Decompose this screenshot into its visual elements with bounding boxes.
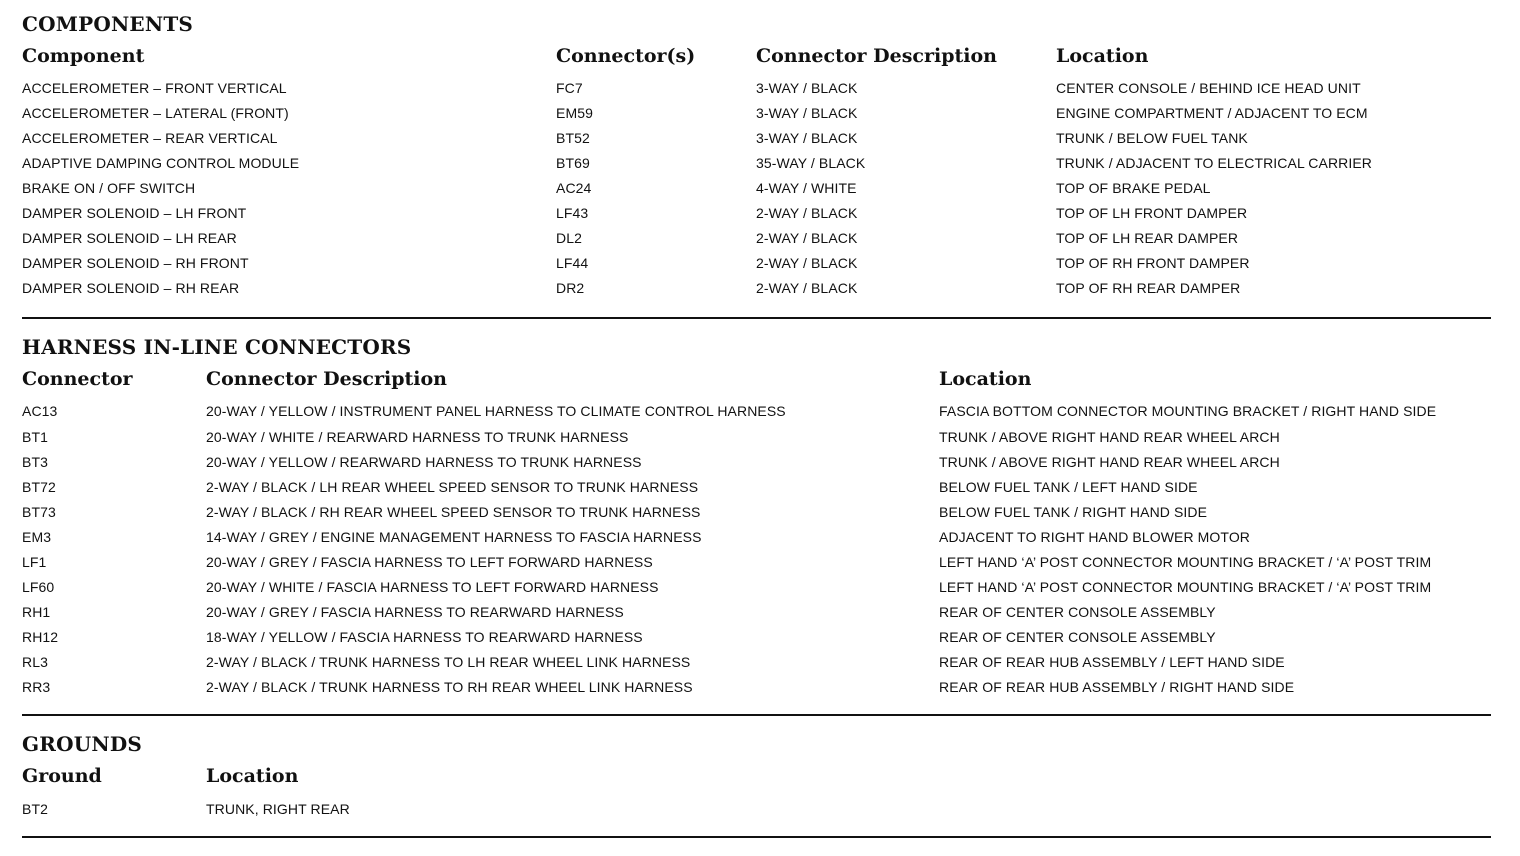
component-connector: BT69 <box>556 155 590 171</box>
component-connector: FC7 <box>556 80 583 96</box>
table-row <box>22 604 1491 629</box>
harness-location: REAR OF REAR HUB ASSEMBLY / RIGHT HAND SIDE <box>939 679 1295 695</box>
component-name: ACCELEROMETER – FRONT VERTICAL <box>22 80 287 96</box>
harness-connector: LF1 <box>22 554 47 570</box>
table-row <box>22 230 1491 255</box>
components-header-connectors: Connector(s) <box>556 45 696 67</box>
table-row <box>22 155 1491 180</box>
component-connector: DR2 <box>556 280 585 296</box>
component-name: ACCELEROMETER – REAR VERTICAL <box>22 130 278 146</box>
harness-location: BELOW FUEL TANK / LEFT HAND SIDE <box>939 479 1198 495</box>
harness-header-connector: Connector <box>22 368 133 390</box>
harness-title: HARNESS IN-LINE CONNECTORS <box>22 335 412 359</box>
component-location: TRUNK / ADJACENT TO ELECTRICAL CARRIER <box>1056 155 1373 171</box>
table-row <box>22 255 1491 280</box>
harness-location: REAR OF CENTER CONSOLE ASSEMBLY <box>939 604 1216 620</box>
harness-description: 2-WAY / BLACK / RH REAR WHEEL SPEED SENSOR TO TRUNK HARNESS <box>206 504 701 520</box>
harness-header-description: Connector Description <box>206 368 447 390</box>
harness-location: REAR OF CENTER CONSOLE ASSEMBLY <box>939 629 1216 645</box>
harness-connector: BT1 <box>22 429 48 445</box>
harness-description: 20-WAY / YELLOW / REARWARD HARNESS TO TRUNK HARNESS <box>206 454 642 470</box>
table-row <box>22 105 1491 130</box>
component-name: BRAKE ON / OFF SWITCH <box>22 180 196 196</box>
section-divider <box>22 714 1491 716</box>
table-row <box>22 403 1491 428</box>
section-divider <box>22 317 1491 319</box>
component-description: 2-WAY / BLACK <box>756 205 858 221</box>
component-location: TOP OF BRAKE PEDAL <box>1056 180 1211 196</box>
table-row <box>22 629 1491 654</box>
component-location: ENGINE COMPARTMENT / ADJACENT TO ECM <box>1056 105 1368 121</box>
components-title: COMPONENTS <box>22 12 194 36</box>
table-row <box>22 654 1491 679</box>
harness-description: 20-WAY / GREY / FASCIA HARNESS TO REARWARD HARNESS <box>206 604 624 620</box>
harness-header-location: Location <box>939 368 1032 390</box>
table-row <box>22 554 1491 579</box>
component-connector: EM59 <box>556 105 593 121</box>
component-description: 3-WAY / BLACK <box>756 130 858 146</box>
component-location: TOP OF LH FRONT DAMPER <box>1056 205 1248 221</box>
harness-connector: AC13 <box>22 403 58 419</box>
component-name: DAMPER SOLENOID – RH FRONT <box>22 255 249 271</box>
harness-description: 14-WAY / GREY / ENGINE MANAGEMENT HARNESS TO FASCIA HARNESS <box>206 529 702 545</box>
components-header-description: Connector Description <box>756 45 997 67</box>
harness-location: FASCIA BOTTOM CONNECTOR MOUNTING BRACKET / RIGHT HAND SIDE <box>939 403 1437 419</box>
harness-connector: EM3 <box>22 529 52 545</box>
harness-description: 20-WAY / GREY / FASCIA HARNESS TO LEFT FORWARD HARNESS <box>206 554 653 570</box>
component-connector: DL2 <box>556 230 582 246</box>
harness-location: TRUNK / ABOVE RIGHT HAND REAR WHEEL ARCH <box>939 429 1280 445</box>
component-description: 2-WAY / BLACK <box>756 280 858 296</box>
component-location: TOP OF RH REAR DAMPER <box>1056 280 1241 296</box>
table-row <box>22 80 1491 105</box>
harness-description: 20-WAY / YELLOW / INSTRUMENT PANEL HARNESS TO CLIMATE CONTROL HARNESS <box>206 403 786 419</box>
section-divider <box>22 836 1491 838</box>
table-row <box>22 280 1491 305</box>
harness-connector: RH12 <box>22 629 59 645</box>
component-description: 2-WAY / BLACK <box>756 230 858 246</box>
component-description: 4-WAY / WHITE <box>756 180 857 196</box>
harness-connector: RL3 <box>22 654 48 670</box>
harness-description: 2-WAY / BLACK / TRUNK HARNESS TO LH REAR WHEEL LINK HARNESS <box>206 654 691 670</box>
table-row <box>22 130 1491 155</box>
harness-connector: BT3 <box>22 454 48 470</box>
harness-location: LEFT HAND ‘A’ POST CONNECTOR MOUNTING BRACKET / ‘A’ POST TRIM <box>939 579 1432 595</box>
harness-description: 20-WAY / WHITE / FASCIA HARNESS TO LEFT FORWARD HARNESS <box>206 579 659 595</box>
harness-connector: RR3 <box>22 679 51 695</box>
grounds-header-location: Location <box>206 765 299 787</box>
component-connector: LF44 <box>556 255 589 271</box>
harness-location: REAR OF REAR HUB ASSEMBLY / LEFT HAND SIDE <box>939 654 1285 670</box>
component-location: TOP OF RH FRONT DAMPER <box>1056 255 1250 271</box>
table-row <box>22 429 1491 454</box>
grounds-header-ground: Ground <box>22 765 102 787</box>
ground-id: BT2 <box>22 801 48 817</box>
grounds-title: GROUNDS <box>22 732 143 756</box>
table-row <box>22 504 1491 529</box>
harness-description: 2-WAY / BLACK / TRUNK HARNESS TO RH REAR WHEEL LINK HARNESS <box>206 679 693 695</box>
component-name: DAMPER SOLENOID – RH REAR <box>22 280 240 296</box>
harness-connector: LF60 <box>22 579 55 595</box>
components-header-component: Component <box>22 45 145 67</box>
component-name: DAMPER SOLENOID – LH FRONT <box>22 205 247 221</box>
harness-description: 18-WAY / YELLOW / FASCIA HARNESS TO REARWARD HARNESS <box>206 629 643 645</box>
components-header-location: Location <box>1056 45 1149 67</box>
component-description: 3-WAY / BLACK <box>756 80 858 96</box>
harness-description: 2-WAY / BLACK / LH REAR WHEEL SPEED SENSOR TO TRUNK HARNESS <box>206 479 699 495</box>
harness-location: LEFT HAND ‘A’ POST CONNECTOR MOUNTING BRACKET / ‘A’ POST TRIM <box>939 554 1432 570</box>
component-location: TRUNK / BELOW FUEL TANK <box>1056 130 1248 146</box>
component-description: 35-WAY / BLACK <box>756 155 866 171</box>
component-name: DAMPER SOLENOID – LH REAR <box>22 230 237 246</box>
harness-connector: BT73 <box>22 504 56 520</box>
harness-location: ADJACENT TO RIGHT HAND BLOWER MOTOR <box>939 529 1251 545</box>
component-connector: LF43 <box>556 205 589 221</box>
table-row <box>22 801 1491 826</box>
component-connector: AC24 <box>556 180 592 196</box>
table-row <box>22 205 1491 230</box>
component-description: 2-WAY / BLACK <box>756 255 858 271</box>
harness-connector: BT72 <box>22 479 56 495</box>
component-location: CENTER CONSOLE / BEHIND ICE HEAD UNIT <box>1056 80 1361 96</box>
ground-location: TRUNK, RIGHT REAR <box>206 801 350 817</box>
table-row <box>22 479 1491 504</box>
component-connector: BT52 <box>556 130 590 146</box>
table-row <box>22 679 1491 704</box>
component-description: 3-WAY / BLACK <box>756 105 858 121</box>
table-row <box>22 180 1491 205</box>
table-row <box>22 529 1491 554</box>
table-row <box>22 454 1491 479</box>
harness-location: BELOW FUEL TANK / RIGHT HAND SIDE <box>939 504 1208 520</box>
table-row <box>22 579 1491 604</box>
component-name: ACCELEROMETER – LATERAL (FRONT) <box>22 105 289 121</box>
component-name: ADAPTIVE DAMPING CONTROL MODULE <box>22 155 300 171</box>
harness-description: 20-WAY / WHITE / REARWARD HARNESS TO TRUNK HARNESS <box>206 429 629 445</box>
harness-connector: RH1 <box>22 604 51 620</box>
component-location: TOP OF LH REAR DAMPER <box>1056 230 1239 246</box>
harness-location: TRUNK / ABOVE RIGHT HAND REAR WHEEL ARCH <box>939 454 1280 470</box>
